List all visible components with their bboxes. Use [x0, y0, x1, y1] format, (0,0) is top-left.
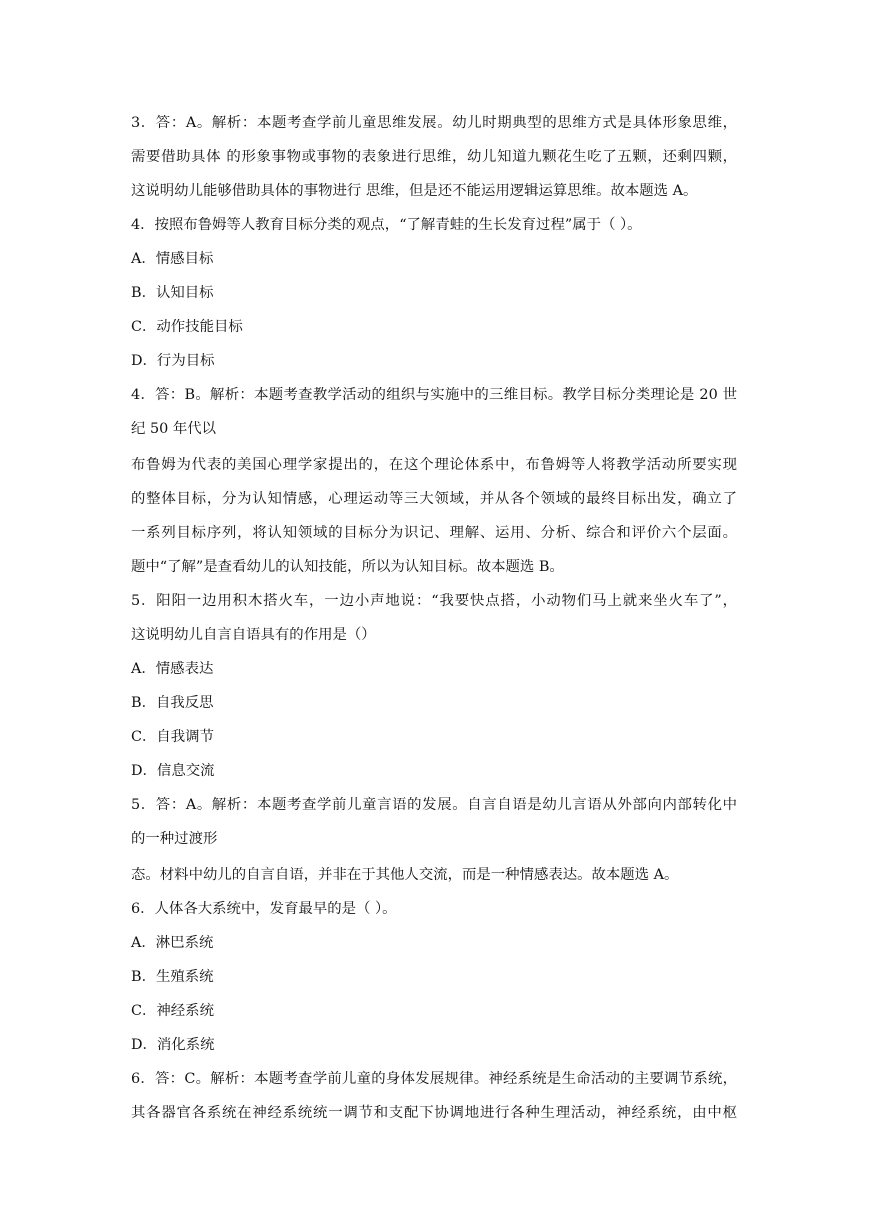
- answer-option: B．生殖系统: [131, 969, 214, 985]
- question-stem: 这说明幼儿自言自语具有的作用是（）: [131, 627, 376, 643]
- answer-option: B．自我反思: [131, 695, 214, 711]
- answer-option: C．神经系统: [131, 1003, 214, 1019]
- answer-option: C．自我调节: [131, 729, 214, 745]
- answer-option: A．情感目标: [131, 251, 214, 267]
- text-line: 6．答：C。解析：本题考查学前儿童的身体发展规律。神经系统是生命活动的主要调节系统，: [131, 1071, 737, 1087]
- question-stem: 4．按照布鲁姆等人教育目标分类的观点，“了解青蛙的生长发育过程”属于（ ）。: [131, 217, 642, 233]
- answer-option: D．行为目标: [131, 353, 215, 369]
- text-line: 题中“了解”是查看幼儿的认知技能，所以为认知目标。故本题选 B。: [131, 559, 564, 575]
- answer-option: C．动作技能目标: [131, 319, 243, 335]
- text-line: 布鲁姆为代表的美国心理学家提出的，在这个理论体系中，布鲁姆等人将教学活动所要实现: [131, 457, 737, 473]
- text-line: 态。材料中幼儿的自言自语，并非在于其他人交流，而是一种情感表达。故本题选 A。: [131, 867, 679, 883]
- text-line: 3．答：A。解析：本题考查学前儿童思维发展。幼儿时期典型的思维方式是具体形象思维，: [131, 115, 737, 131]
- text-line: 纪 50 年代以: [131, 421, 217, 437]
- text-line: 的整体目标，分为认知情感，心理运动等三大领域，并从各个领域的最终目标出发，确立了: [131, 491, 737, 507]
- text-line: 需要借助具体 的形象事物或事物的表象进行思维，幼儿知道九颗花生吃了五颗，还剩四颗，: [131, 149, 737, 165]
- question-stem: 6．人体各大系统中，发育最早的是（ ）。: [131, 901, 397, 917]
- text-line: 一系列目标序列，将认知领域的目标分为识记、理解、运用、分析、综合和评价六个层面。: [131, 525, 737, 541]
- answer-option: A．淋巴系统: [131, 935, 214, 951]
- answer-option: D．信息交流: [131, 763, 215, 779]
- answer-option: A．情感表达: [131, 661, 214, 677]
- answer-option: D．消化系统: [131, 1037, 215, 1053]
- text-line: 5．答：A。解析：本题考查学前儿童言语的发展。自言自语是幼儿言语从外部向内部转化中: [131, 797, 737, 813]
- text-line: 4．答：B。解析：本题考查教学活动的组织与实施中的三维目标。教学目标分类理论是 20 世: [131, 387, 737, 403]
- answer-option: B．认知目标: [131, 285, 214, 301]
- text-line: 的一种过渡形: [131, 831, 218, 847]
- text-line: 其各器官各系统在神经系统统一调节和支配下协调地进行各种生理活动，神经系统，由中枢: [131, 1105, 737, 1121]
- text-line: 这说明幼儿能够借助具体的事物进行 思维，但是还不能运用逻辑运算思维。故本题选 A。: [131, 183, 698, 199]
- question-stem: 5．阳阳一边用积木搭火车，一边小声地说：“我要快点搭，小动物们马上就来坐火车了”，: [131, 593, 737, 609]
